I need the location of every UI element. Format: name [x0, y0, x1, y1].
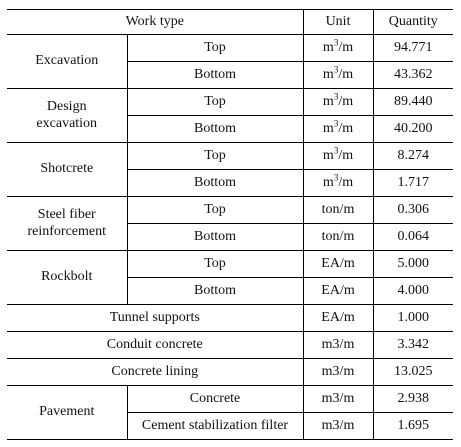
header-work-type: Work type — [7, 10, 303, 35]
unit-cell: $m^3/m$ — [303, 143, 373, 170]
table-row — [7, 197, 453, 224]
sub-label-top: Top — [127, 197, 303, 224]
sub-label-bottom: Bottom — [127, 170, 303, 197]
sub-label-top: Top — [127, 35, 303, 62]
sub-label-bottom: Bottom — [127, 224, 303, 251]
sub-label-bottom: Bottom — [127, 116, 303, 143]
header-row — [7, 10, 453, 35]
sub-label-bottom: Bottom — [127, 62, 303, 89]
row-label-concrete-lining: Concrete lining — [7, 359, 303, 386]
table-row — [7, 143, 453, 170]
quantity-cell: 0.064 — [373, 224, 453, 251]
unit-cell: ton/m — [303, 197, 373, 224]
table-row — [7, 305, 453, 332]
quantity-cell: 5.000 — [373, 251, 453, 278]
quantity-cell: 43.362 — [373, 62, 453, 89]
unit-cell: ton/m — [303, 224, 373, 251]
quantity-cell: 89.440 — [373, 89, 453, 116]
quantity-cell: 1.000 — [373, 305, 453, 332]
quantity-cell: 3.342 — [373, 332, 453, 359]
work-quantity-table — [7, 9, 453, 440]
quantity-cell: 2.938 — [373, 386, 453, 413]
unit-cell: m3/m — [303, 386, 373, 413]
table-row — [7, 332, 453, 359]
quantity-cell: 1.717 — [373, 170, 453, 197]
row-label-conduit-concrete: Conduit concrete — [7, 332, 303, 359]
unit-cell: m3/m — [303, 332, 373, 359]
sub-label-top: Top — [127, 251, 303, 278]
row-label-steel-fiber: Steel fiber reinforcement — [7, 197, 127, 251]
quantity-cell: 94.771 — [373, 35, 453, 62]
unit-cell: $m^3/m$ — [303, 35, 373, 62]
table-row — [7, 386, 453, 413]
table-row — [7, 35, 453, 62]
header-quantity: Quantity — [373, 10, 453, 35]
table-row — [7, 359, 453, 386]
quantity-cell: 8.274 — [373, 143, 453, 170]
unit-cell: m3/m — [303, 359, 373, 386]
row-label-shotcrete: Shotcrete — [7, 143, 127, 197]
sub-label-top: Top — [127, 89, 303, 116]
unit-cell: EA/m — [303, 251, 373, 278]
unit-cell: EA/m — [303, 278, 373, 305]
row-label-tunnel-supports: Tunnel supports — [7, 305, 303, 332]
table-row — [7, 251, 453, 278]
quantity-cell: 4.000 — [373, 278, 453, 305]
sub-label-bottom: Bottom — [127, 278, 303, 305]
unit-cell: $m^3/m$ — [303, 62, 373, 89]
row-label-rockbolt: Rockbolt — [7, 251, 127, 305]
unit-cell: $m^3/m$ — [303, 170, 373, 197]
sub-label-cement-stabilization-filter: Cement stabilization filter — [127, 413, 303, 440]
header-unit: Unit — [303, 10, 373, 35]
row-label-pavement: Pavement — [7, 386, 127, 440]
sub-label-top: Top — [127, 143, 303, 170]
quantity-cell: 13.025 — [373, 359, 453, 386]
unit-cell: EA/m — [303, 305, 373, 332]
table-row — [7, 89, 453, 116]
unit-cell: $m^3/m$ — [303, 89, 373, 116]
unit-cell: $m^3/m$ — [303, 116, 373, 143]
unit-cell: m3/m — [303, 413, 373, 440]
quantity-cell: 1.695 — [373, 413, 453, 440]
row-label-design-excavation: Design excavation — [7, 89, 127, 143]
sub-label-concrete: Concrete — [127, 386, 303, 413]
row-label-excavation: Excavation — [35, 53, 99, 69]
quantity-cell: 40.200 — [373, 116, 453, 143]
quantity-cell: 0.306 — [373, 197, 453, 224]
